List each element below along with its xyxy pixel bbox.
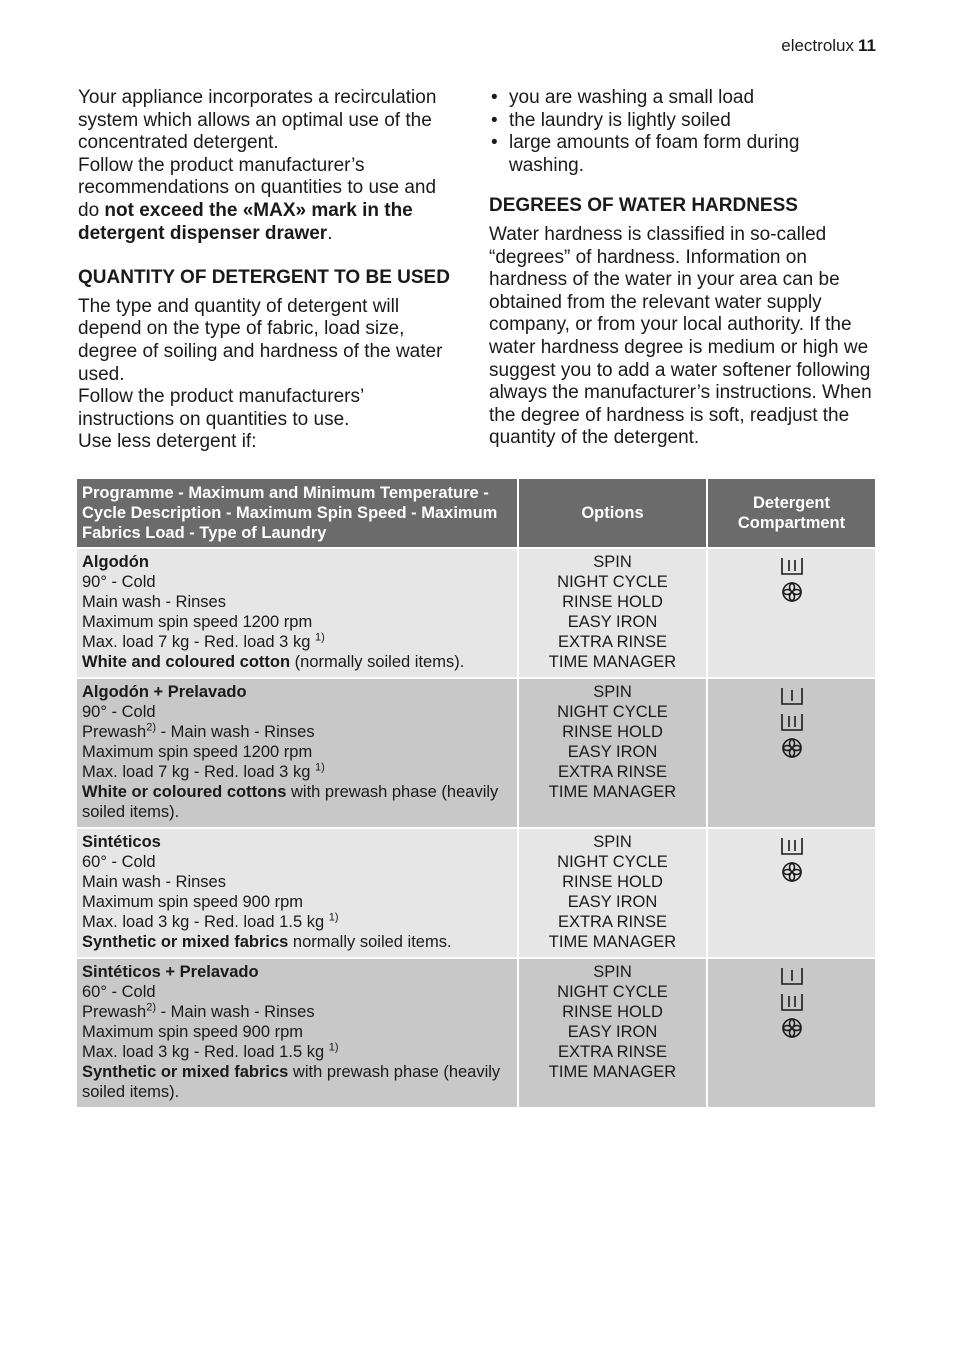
compartment-cell [707,958,875,1107]
header-options: Options [518,479,707,548]
right-column [489,87,879,450]
quantity-paragraph-3: Use less detergent if: [78,431,257,453]
programme-temperature: 90° - Cold [82,703,156,721]
option-item: EXTRA RINSE [557,1043,668,1061]
option-item: SPIN [593,833,632,851]
laundry-type-note: (normally soiled items). [290,653,465,671]
page-number: 11 [858,36,876,55]
table-row [77,958,875,1107]
options-cell [518,548,707,678]
programme-temperature: 90° - Cold [82,573,156,591]
option-item: TIME MANAGER [548,783,677,801]
option-item: SPIN [593,683,632,701]
left-column [78,87,458,454]
list-item: • you are washing a small load [491,87,755,108]
option-item: NIGHT CYCLE [557,853,668,871]
programme-laundry-type [82,1062,512,1102]
softener-compartment-icon [780,861,804,883]
intro-text: Follow the product manufacturer’s recommendations on quantities to use and do [78,154,437,221]
header-detergent-compartment: Detergent Compartment [707,479,875,548]
main-wash-compartment-icon [780,835,804,857]
option-item: RINSE HOLD [562,1003,663,1021]
option-item: NIGHT CYCLE [557,983,668,1001]
laundry-type-note: normally soiled items. [288,933,452,951]
hardness-paragraph: Water hardness is classified in so-called “degrees” of hardness. Information on hardness of the water in your area can be obtained from the relevant water supply company, or from your local authority. If the water hardness degree is medium or high we suggest you to add a water softener following always the manufacturer’s instructions. When the degree of hardness is soft, readjust the quantity of the detergent. [489,223,872,449]
programme-temperature: 60° - Cold [82,853,156,871]
intro-paragraph-2 [78,155,458,245]
header-programme: Programme - Maximum and Minimum Temperature - Cycle Description - Maximum Spin Speed - Maximum Fabrics Load - Type of Laundry [77,479,518,548]
main-wash-compartment-icon [780,711,804,733]
softener-compartment-icon [780,737,804,759]
option-item: TIME MANAGER [548,1063,677,1081]
programme-cycle: Main wash - Rinses [82,873,226,891]
intro-paragraph-1: Your appliance incorporates a recirculation system which allows an optimal use of the concentrated detergent. [78,87,437,154]
option-item: EXTRA RINSE [557,913,668,931]
programme-cycle: Main wash - Rinses [82,593,226,611]
option-item: TIME MANAGER [548,653,677,671]
option-item: EASY IRON [567,1023,658,1041]
laundry-type-note: with prewash phase (heavily soiled items). [82,1063,501,1101]
compartment-cell [707,548,875,678]
programme-load: Max. load 7 kg - Red. load 3 kg $^{1)}$ [82,631,325,651]
programme-load: Max. load 7 kg - Red. load 3 kg $^{1)}$ [82,761,325,781]
programme-cell [77,678,518,828]
quantity-paragraph-2: Follow the product manufacturers’ instructions on quantities to use. [78,386,364,430]
option-item: SPIN [593,553,632,571]
programme-name: Algodón + Prelavado [82,683,247,701]
programme-cell [77,828,518,958]
option-item: NIGHT CYCLE [557,703,668,721]
programme-spin-speed: Maximum spin speed 1200 rpm [82,743,313,761]
prewash-compartment-icon [780,965,804,987]
option-item: RINSE HOLD [562,723,663,741]
programme-laundry-type [82,932,512,952]
option-item: EXTRA RINSE [557,633,668,651]
programme-name: Sintéticos + Prelavado [82,963,259,981]
laundry-type-bold: Synthetic or mixed fabrics [82,933,289,951]
laundry-type-bold: White and coloured cotton [82,653,291,671]
table-row [77,678,875,828]
brand-name: electrolux [781,36,855,55]
programme-load: Max. load 3 kg - Red. load 1.5 kg $^{1)}$ [82,1041,339,1061]
prewash-compartment-icon [780,685,804,707]
option-item: TIME MANAGER [548,933,677,951]
less-detergent-list [489,87,879,177]
programme-cycle: Prewash$^{2)}$ - Main wash - Rinses [82,1001,315,1021]
options-cell [518,678,707,828]
compartment-cell [707,678,875,828]
max-mark-warning: not exceed the «MAX» mark in the detergent dispenser drawer [78,199,413,244]
programme-name: Algodón [82,553,149,571]
options-cell [518,958,707,1107]
programme-cell [77,548,518,678]
programme-spin-speed: Maximum spin speed 900 rpm [82,893,304,911]
programme-load: Max. load 3 kg - Red. load 1.5 kg $^{1)}$ [82,911,339,931]
laundry-type-note: with prewash phase (heavily soiled items). [82,783,499,821]
programme-cell [77,958,518,1107]
page-header [781,36,876,56]
softener-compartment-icon [780,581,804,603]
option-item: EASY IRON [567,613,658,631]
hardness-heading: DEGREES OF WATER HARDNESS [489,195,798,217]
option-item: EASY IRON [567,743,658,761]
programme-cycle: Prewash$^{2)}$ - Main wash - Rinses [82,721,315,741]
option-item: NIGHT CYCLE [557,573,668,591]
option-item: RINSE HOLD [562,593,663,611]
compartment-cell [707,828,875,958]
intro-end: . [327,222,333,244]
option-item: EASY IRON [567,893,658,911]
laundry-type-bold: White or coloured cottons [82,783,287,801]
main-wash-compartment-icon [780,991,804,1013]
option-item: EXTRA RINSE [557,763,668,781]
programme-laundry-type [82,782,512,822]
main-wash-compartment-icon [780,555,804,577]
option-item: SPIN [593,963,632,981]
quantity-paragraph-1: The type and quantity of detergent will depend on the type of fabric, load size, degree of soiling and hardness of the water used. [78,295,443,385]
table-row [77,828,875,958]
options-cell [518,828,707,958]
programme-table [77,479,875,1107]
laundry-type-bold: Synthetic or mixed fabrics [82,1063,289,1081]
programme-spin-speed: Maximum spin speed 1200 rpm [82,613,313,631]
softener-compartment-icon [780,1017,804,1039]
programme-spin-speed: Maximum spin speed 900 rpm [82,1023,304,1041]
list-item: • the laundry is lightly soiled [491,109,731,131]
programme-laundry-type [82,652,512,672]
option-item: RINSE HOLD [562,873,663,891]
programme-temperature: 60° - Cold [82,983,156,1001]
quantity-heading: QUANTITY OF DETERGENT TO BE USED [78,267,450,289]
list-item: • large amounts of foam form during washing. [491,132,800,176]
table-row [77,548,875,678]
programme-name: Sintéticos [82,833,161,851]
